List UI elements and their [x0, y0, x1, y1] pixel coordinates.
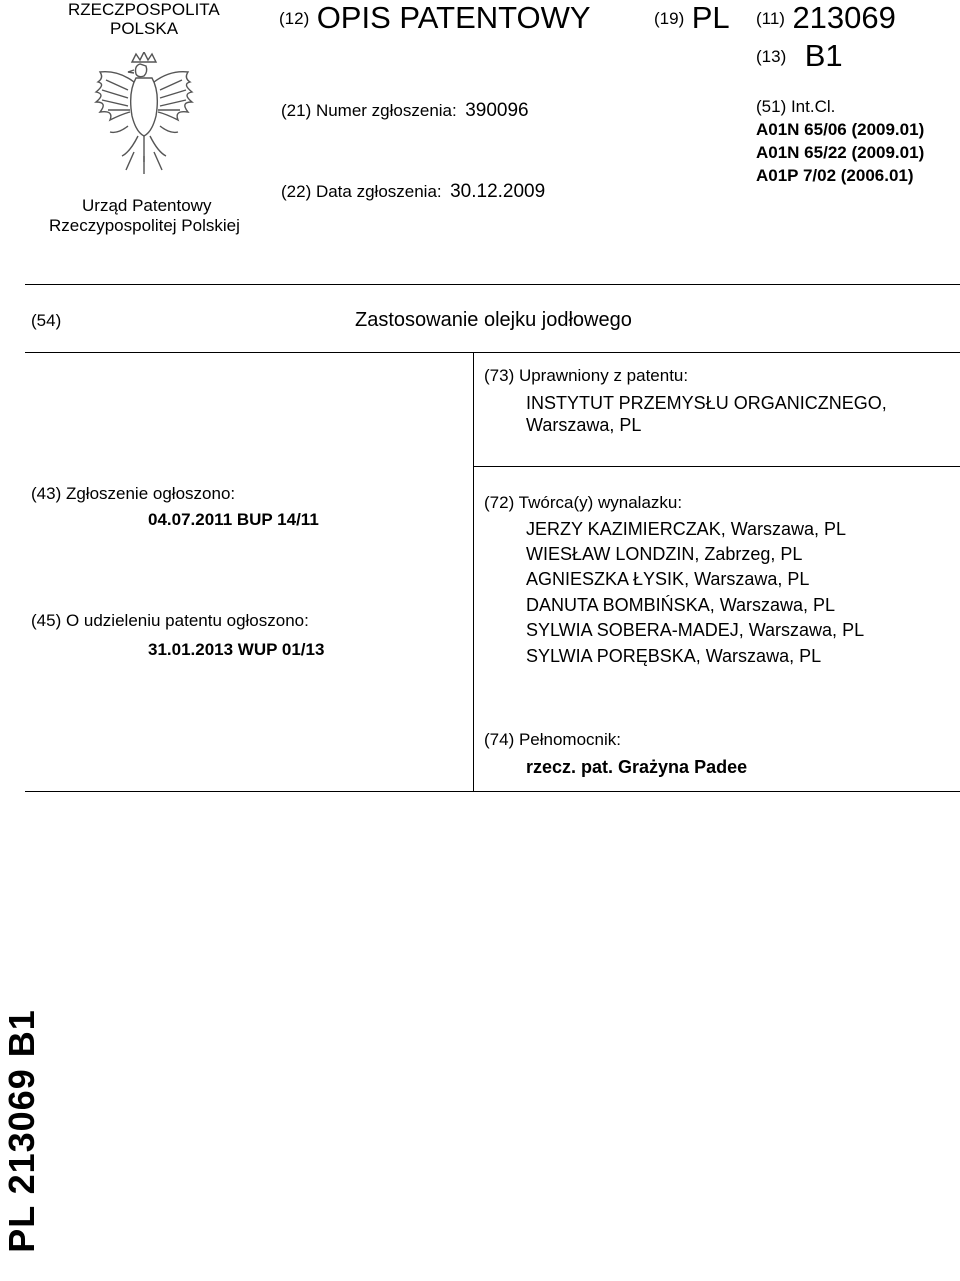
- publication-value: 04.07.2011 BUP 14/11: [148, 510, 319, 529]
- inventor-3: AGNIESZKA ŁYSIK, Warszawa, PL: [526, 569, 810, 589]
- title-code: (54): [31, 311, 62, 330]
- title-divider: [25, 352, 960, 353]
- intcl-label: (51) Int.Cl.: [756, 97, 836, 116]
- document-type-code: (12): [279, 9, 310, 28]
- patent-title: Zastosowanie olejku jodłowego: [355, 309, 632, 331]
- patent-number-row: [756, 0, 896, 36]
- side-patent-label: PL 213069 B1: [1, 1009, 42, 1253]
- inventor-6: SYLWIA PORĘBSKA, Warszawa, PL: [526, 646, 822, 666]
- application-number: 390096: [465, 100, 529, 121]
- kind-code: B1: [804, 38, 843, 73]
- attorney-label: (74) Pełnomocnik:: [484, 730, 622, 749]
- proprietor-divider: [473, 466, 960, 467]
- patent-number: 213069: [792, 0, 896, 35]
- proprietor-label: (73) Uprawniony z patentu:: [484, 366, 689, 385]
- country-code-label: (19): [654, 9, 685, 28]
- attorney-name: rzecz. pat. Grażyna Padee: [526, 757, 748, 777]
- intcl-class-1: A01N 65/06 (2009.01): [756, 120, 925, 139]
- inventor-2: WIESŁAW LONDZIN, Zabrzeg, PL: [526, 544, 803, 564]
- intcl-class-2: A01N 65/22 (2009.01): [756, 143, 925, 162]
- header-divider: [25, 284, 960, 285]
- country-name-line2: POLSKA: [110, 19, 179, 38]
- eagle-emblem-icon: [88, 52, 200, 176]
- bottom-divider: [25, 791, 960, 792]
- inventor-1: JERZY KAZIMIERCZAK, Warszawa, PL: [526, 519, 847, 539]
- grant-value: 31.01.2013 WUP 01/13: [148, 640, 325, 659]
- application-number-row: [281, 100, 529, 122]
- office-name-line2: Rzeczypospolitej Polskiej: [49, 216, 240, 235]
- intcl-class-3: A01P 7/02 (2006.01): [756, 166, 914, 185]
- filing-date-row: [281, 181, 545, 203]
- country-code: [654, 0, 730, 36]
- proprietor-city: Warszawa, PL: [526, 415, 642, 435]
- document-type: [279, 0, 591, 36]
- office-name-line1: Urząd Patentowy: [82, 196, 212, 215]
- inventors-label: (72) Twórca(y) wynalazku:: [484, 493, 683, 512]
- kind-code-label: (13): [756, 47, 787, 66]
- proprietor-name: INSTYTUT PRZEMYSŁU ORGANICZNEGO,: [526, 393, 887, 413]
- inventor-4: DANUTA BOMBIŃSKA, Warszawa, PL: [526, 595, 836, 615]
- column-divider: [473, 352, 474, 792]
- filing-date: 30.12.2009: [450, 181, 546, 202]
- country-name-line1: RZECZPOSPOLITA: [68, 0, 220, 19]
- filing-date-label: (22) Data zgłoszenia:: [281, 182, 442, 201]
- grant-label: (45) O udzieleniu patentu ogłoszono:: [31, 611, 309, 630]
- patent-number-label: (11): [756, 9, 785, 28]
- country-abbr: PL: [691, 0, 730, 35]
- publication-label: (43) Zgłoszenie ogłoszono:: [31, 484, 236, 503]
- inventor-5: SYLWIA SOBERA-MADEJ, Warszawa, PL: [526, 620, 865, 640]
- application-number-label: (21) Numer zgłoszenia:: [281, 101, 457, 120]
- kind-row: [756, 38, 843, 74]
- document-type-title: OPIS PATENTOWY: [316, 0, 591, 35]
